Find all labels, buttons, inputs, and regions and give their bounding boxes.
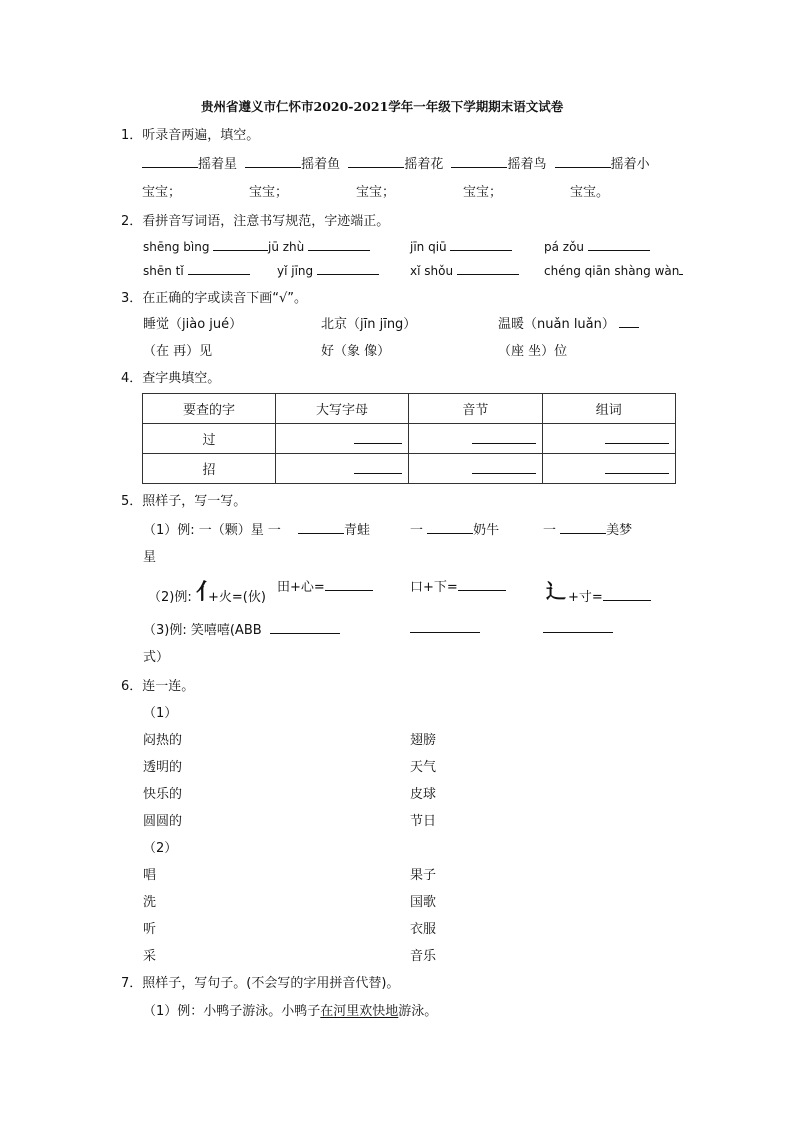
answer-blank[interactable] xyxy=(457,261,519,275)
question-3-heading: 3．在正确的字或读音下画“√”。 xyxy=(121,291,308,306)
match-left-item[interactable]: 洗 xyxy=(143,895,157,910)
answer-blank[interactable] xyxy=(245,154,301,168)
table-cell xyxy=(275,454,408,484)
pinyin-item: shēng bìng xyxy=(143,237,268,254)
answer-blank[interactable] xyxy=(348,154,404,168)
table-cell: 过 xyxy=(143,424,276,454)
match-left-item[interactable]: 圆圆的 xyxy=(143,814,183,829)
pinyin-item: xǐ shǒu xyxy=(410,261,519,278)
pinyin-item: yǐ jīng xyxy=(277,261,379,278)
answer-blank[interactable] xyxy=(472,460,536,474)
match-right-item[interactable]: 音乐 xyxy=(410,949,437,964)
answer-blank[interactable] xyxy=(451,154,507,168)
table-cell xyxy=(409,424,542,454)
radical-person: 亻 xyxy=(196,579,219,605)
fill-text: 宝宝。 xyxy=(570,185,610,200)
choice-item[interactable]: 北京（jīn jīng） xyxy=(321,317,417,332)
match-right-item[interactable]: 国歌 xyxy=(410,895,437,910)
match-right-item[interactable]: 皮球 xyxy=(410,787,437,802)
answer-blank[interactable] xyxy=(603,587,651,601)
table-row xyxy=(143,424,676,454)
fill-text: 摇着星 xyxy=(198,157,238,172)
fill-text: 摇着小 xyxy=(610,157,650,172)
question-1-line-1 xyxy=(142,153,650,172)
answer-blank[interactable] xyxy=(458,577,506,591)
answer-blank[interactable] xyxy=(354,460,402,474)
table-cell xyxy=(275,424,408,454)
answer-blank[interactable] xyxy=(679,261,683,275)
answer-blank[interactable] xyxy=(317,261,379,275)
fill-text: 宝宝； xyxy=(463,185,503,200)
example-text: （2)例: xyxy=(148,590,192,605)
page-title: 贵州省遵义市仁怀市2020-2021学年一年级下学期期末语文试卷 xyxy=(201,99,564,114)
column-header: 大写字母 xyxy=(275,394,408,424)
answer-blank[interactable] xyxy=(325,577,373,591)
fill-text: 宝宝； xyxy=(142,185,182,200)
table-cell: 招 xyxy=(143,454,276,484)
answer-blank[interactable] xyxy=(298,520,344,534)
fill-item: 青蛙 xyxy=(298,519,370,538)
fill-item: 田+心= xyxy=(277,576,373,595)
example-formula: +火=(伙) xyxy=(208,590,266,605)
pinyin-item: jū zhù xyxy=(268,237,370,254)
match-left-item[interactable]: 快乐的 xyxy=(143,787,183,802)
example-sentence: （1）例：小鸭子游泳。小鸭子在河里欢快地游泳。 xyxy=(143,1004,438,1019)
fill-text: 摇着鱼 xyxy=(301,157,341,172)
fill-item: 一 奶牛 xyxy=(410,519,499,538)
fill-text: 摇着花 xyxy=(404,157,444,172)
answer-blank[interactable] xyxy=(270,620,340,634)
answer-blank[interactable] xyxy=(543,619,613,637)
question-5-heading: 5．照样子，写一写。 xyxy=(121,494,247,509)
match-left-item[interactable]: 唱 xyxy=(143,868,157,883)
answer-blank[interactable] xyxy=(588,237,650,251)
pinyin-item: shēn tǐ xyxy=(143,261,250,278)
choice-item[interactable]: 好（象 像） xyxy=(321,344,391,359)
match-left-item[interactable]: 听 xyxy=(143,922,157,937)
example-text: （1）例: 一（颗）星 一 xyxy=(143,523,281,538)
choice-item[interactable]: （座 坐）位 xyxy=(498,344,568,359)
column-header: 要查的字 xyxy=(143,394,276,424)
answer-blank[interactable] xyxy=(560,520,606,534)
match-right-item[interactable]: 果子 xyxy=(410,868,437,883)
answer-blank[interactable] xyxy=(472,430,536,444)
question-7-heading: 7．照样子，写句子。(不会写的字用拼音代替)。 xyxy=(121,976,400,991)
match-right-item[interactable]: 衣服 xyxy=(410,922,437,937)
question-6-heading: 6．连一连。 xyxy=(121,679,195,694)
radical-walk: 辶 xyxy=(546,579,566,603)
answer-blank[interactable] xyxy=(605,430,669,444)
underlined-phrase: 在河里欢快地 xyxy=(320,1004,399,1019)
fill-text: 摇着鸟 xyxy=(507,157,547,172)
answer-blank[interactable] xyxy=(450,237,512,251)
choice-item[interactable]: 温暖（nuǎn luǎn） xyxy=(498,313,639,332)
choice-item[interactable]: （在 再）见 xyxy=(143,344,213,359)
fill-item: 一 美梦 xyxy=(543,519,632,538)
pinyin-item: pá zǒu xyxy=(544,237,650,254)
answer-blank[interactable] xyxy=(188,261,250,275)
wrap-text: 式） xyxy=(143,650,170,665)
column-header: 组词 xyxy=(542,394,675,424)
table-cell xyxy=(409,454,542,484)
match-right-item[interactable]: 翅膀 xyxy=(410,733,437,748)
answer-blank[interactable] xyxy=(427,520,473,534)
fill-text: 宝宝； xyxy=(249,185,289,200)
answer-blank[interactable] xyxy=(555,154,611,168)
part-label: （1） xyxy=(143,706,178,721)
match-left-item[interactable]: 透明的 xyxy=(143,760,183,775)
fill-item: +寸= xyxy=(568,586,651,605)
answer-blank[interactable] xyxy=(619,314,639,328)
answer-blank[interactable] xyxy=(354,430,402,444)
table-cell xyxy=(542,424,675,454)
match-right-item[interactable]: 节日 xyxy=(410,814,437,829)
table-header-row xyxy=(143,394,676,424)
question-1-heading: 1．听录音两遍，填空。 xyxy=(121,128,260,143)
part-label: （2） xyxy=(143,841,178,856)
table-row xyxy=(143,454,676,484)
answer-blank[interactable] xyxy=(308,237,370,251)
wrap-text: 星 xyxy=(143,550,157,565)
fill-text: 宝宝； xyxy=(356,185,396,200)
match-right-item[interactable]: 天气 xyxy=(410,760,437,775)
fill-item: 口+下= xyxy=(410,576,506,595)
answer-blank[interactable] xyxy=(213,237,268,251)
table-cell xyxy=(542,454,675,484)
pinyin-item: jīn qiū xyxy=(410,237,512,254)
question-2-heading: 2．看拼音写词语，注意书写规范，字迹端正。 xyxy=(121,214,390,229)
match-left-item[interactable]: 采 xyxy=(143,949,157,964)
choice-item[interactable]: 睡觉（jiào jué） xyxy=(143,317,243,332)
answer-blank[interactable] xyxy=(605,460,669,474)
question-4-heading: 4．查字典填空。 xyxy=(121,371,221,386)
answer-blank[interactable] xyxy=(142,154,198,168)
example-text: （3)例: 笑嘻嘻(ABB xyxy=(143,619,340,638)
answer-blank[interactable] xyxy=(410,619,480,637)
pinyin-item: chéng qiān shàng wàn xyxy=(544,261,683,278)
dictionary-table xyxy=(142,393,676,484)
column-header: 音节 xyxy=(409,394,542,424)
match-left-item[interactable]: 闷热的 xyxy=(143,733,183,748)
